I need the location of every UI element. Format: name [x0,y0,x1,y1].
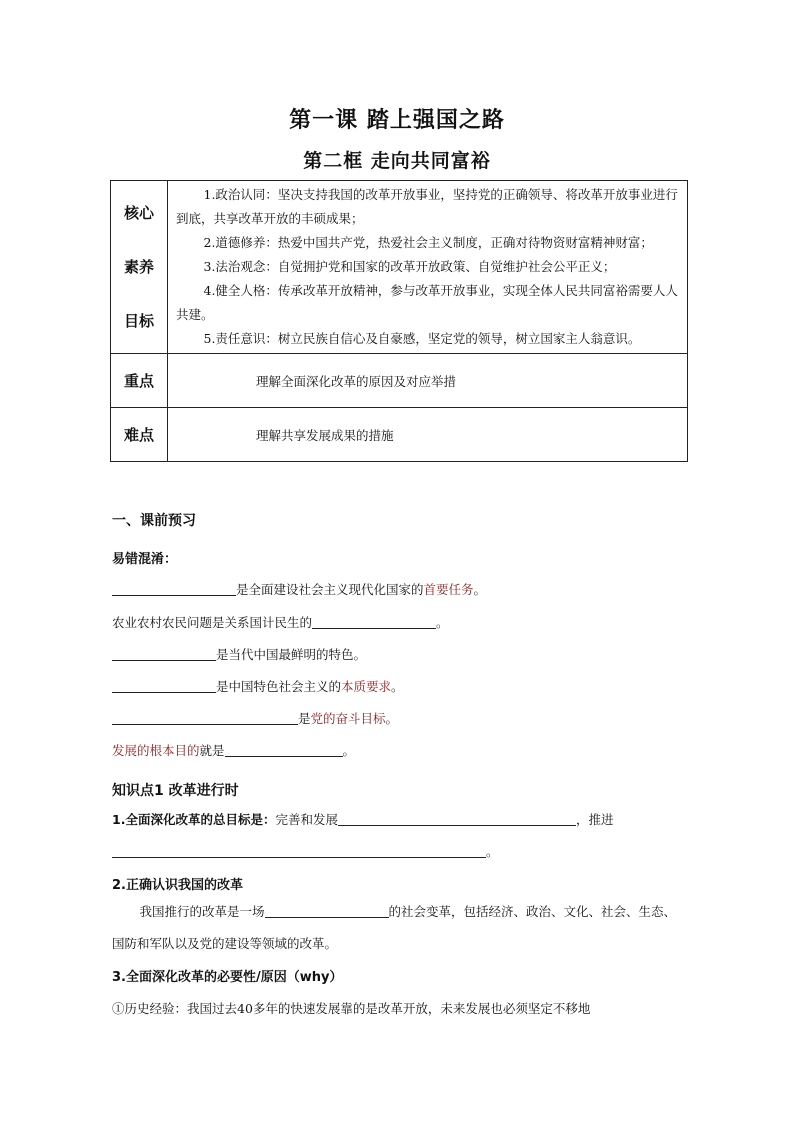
fill-blank[interactable] [112,646,216,661]
core-label-2: 素养 [123,258,154,276]
difficult-point-label: 难点 [111,408,168,462]
fill-blank[interactable] [265,903,389,918]
fill-text: 是中国特色社会主义的 [216,679,342,694]
key-point-text: 理解全面深化改革的原因及对应举措 [168,354,688,408]
core-goals-content [168,181,688,354]
question-2-paragraph [112,896,686,960]
key-point-row [111,354,688,408]
highlight-text: 发展的根本目的 [112,743,200,758]
fill-text: 是全面建设社会主义现代化国家的 [236,582,424,597]
goal-item: 2.道德修养：热爱中国共产党，热爱社会主义制度，正确对待物资财富精神财富； [203,235,653,250]
question-3-item-1: ①历史经验：我国过去40多年的快速发展靠的是改革开放，未来发展也必须坚定不移地 [112,1001,591,1016]
fill-blank[interactable] [112,843,486,858]
highlight-text: 首要任务 [423,582,474,597]
fill-text: 的社会变革，包括经济、政治、文化、社会、生态、国防和军队以及党的建设等领域的改革。 [112,904,677,951]
fill-blank[interactable] [112,678,216,693]
fill-blank[interactable] [112,710,298,725]
fill-text: 我国推行的改革是一场 [139,904,265,919]
core-goals-header [111,181,168,354]
fill-line-6: 发展的根本目的就是 。 [112,743,356,758]
fill-blank[interactable] [338,811,576,826]
fill-line-5: 是党的奋斗目标。 [112,709,398,727]
fill-line-2: 农业农村农民问题是关系国计民生的 。 [112,615,449,630]
difficult-point-text: 理解共享发展成果的措施 [168,408,688,462]
lesson-title: 第一课 踏上强国之路 [289,108,505,133]
fill-blank[interactable] [312,614,436,629]
key-point-label: 重点 [111,354,168,408]
fill-text: 是 [298,711,311,726]
fill-line-3 [112,645,366,663]
fill-blank[interactable] [112,581,236,596]
question-1 [112,810,613,828]
goal-item: 5.责任意识：树立民族自信心及自豪感，坚定党的领导，树立国家主人翁意识。 [203,331,641,346]
fill-text: 完善和发展 [275,812,338,827]
question-3-title: 3.全面深化改革的必要性/原因（why） [112,970,343,985]
core-goals-row [111,181,688,354]
highlight-text: 本质要求 [341,679,392,694]
frame-title: 第二框 走向共同富裕 [303,150,491,172]
fill-text: 就是 [199,743,225,758]
goal-item: 3.法治观念：自觉拥护党和国家的改革开放政策、自觉维护社会公平正义； [203,259,616,274]
fill-line-1: 是全面建设社会主义现代化国家的首要任务。 [112,580,486,598]
fill-blank[interactable] [225,742,343,757]
fill-text: 农业农村农民问题是关系国计民生的 [112,615,313,630]
fill-text: ，推进 [575,812,614,827]
confusion-subtitle: 易错混淆： [112,552,178,567]
difficult-point-row [111,408,688,462]
core-label-1: 核心 [123,204,154,222]
goal-item: 4.健全人格：传承改革开放精神，参与改革开放事业，实现全体人民共同富裕需要人人共建。 [176,283,678,322]
question-1-continued: 。 [112,842,499,860]
fill-line-4: 是中国特色社会主义的本质要求。 [112,677,404,695]
knowledge-point-title: 知识点1 改革进行时 [112,783,239,799]
goals-table [110,180,688,462]
question-1-label: 1.全面深化改革的总目标是： [112,812,276,827]
preview-section-title: 一、课前预习 [112,513,196,529]
highlight-text: 党的奋斗目标 [310,711,386,726]
goal-item: 1.政治认同：坚决支持我国的改革开放事业，坚持党的正确领导、将改革开放事业进行到底，共享改革开放的丰硕成果； [176,187,678,226]
question-2-title: 2.正确认识我国的改革 [112,878,243,893]
fill-text: 是当代中国最鲜明的特色。 [216,647,367,662]
core-label-3: 目标 [123,312,154,330]
